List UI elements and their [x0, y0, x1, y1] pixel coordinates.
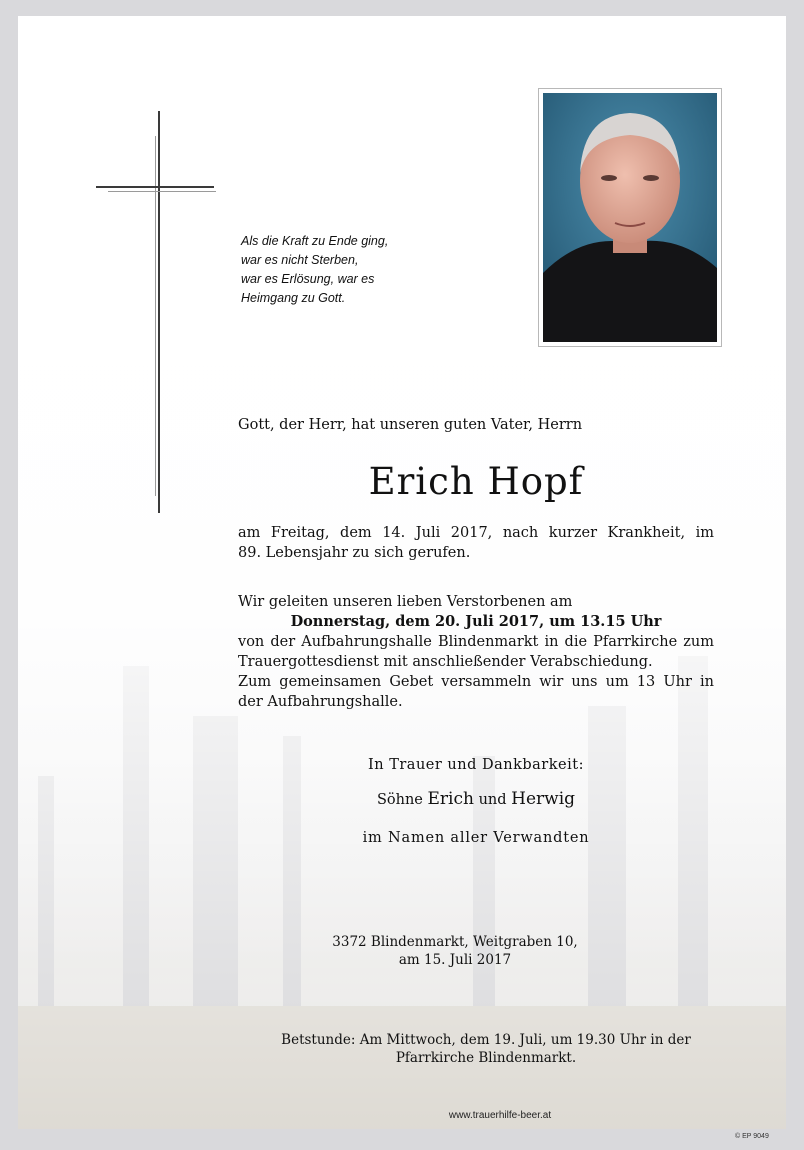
address-line: 3372 Blindenmarkt, Weitgraben 10,	[332, 934, 578, 950]
sons-line	[238, 789, 714, 810]
poem-line: war es nicht Sterben,	[241, 253, 359, 267]
funeral-line: Trauergottesdienst mit anschließender Verabschiedung.	[238, 654, 653, 670]
mourning-text: In Trauer und Dankbarkeit:	[368, 757, 584, 773]
intro-text: Gott, der Herr, hat unseren guten Vater, Herrn	[238, 417, 583, 433]
address-block	[300, 933, 610, 969]
funeral-date: Donnerstag, dem 20. Juli 2017, um 13.15 Uhr	[290, 613, 662, 630]
death-paragraph	[238, 523, 714, 563]
funeral-paragraph	[238, 592, 714, 712]
cross-horizontal	[96, 186, 214, 188]
poem-line: Heimgang zu Gott.	[241, 291, 346, 305]
prayer-block	[240, 1031, 732, 1067]
funeral-line: Wir geleiten unseren lieben Verstorbenen am	[238, 594, 573, 610]
death-line: am Freitag, dem 14. Juli 2017, nach kurzer Krankheit, im	[238, 525, 714, 541]
poem	[241, 232, 441, 308]
poem-line: Als die Kraft zu Ende ging,	[241, 234, 389, 248]
funeral-line: von der Aufbahrungshalle Blindenmarkt in die Pfarrkirche zum	[238, 634, 714, 650]
cross-vertical-shadow	[155, 136, 156, 496]
funeral-line: Zum gemeinsamen Gebet versammeln wir uns um 13 Uhr in	[238, 674, 714, 690]
son-name: Herwig	[511, 789, 576, 809]
portrait-frame	[538, 88, 722, 347]
address-date: am 15. Juli 2017	[398, 952, 512, 968]
cross-horizontal-shadow	[108, 191, 216, 192]
portrait-photo	[543, 93, 717, 342]
prayer-line: Pfarrkirche Blindenmarkt.	[395, 1050, 577, 1066]
poem-line: war es Erlösung, war es	[241, 272, 375, 286]
sons-and: und	[478, 792, 507, 808]
print-code: © EP 9049	[735, 1133, 769, 1140]
death-line: 89. Lebensjahr zu sich gerufen.	[238, 545, 471, 561]
deceased-name: Erich Hopf	[368, 460, 584, 503]
funeral-line: der Aufbahrungshalle.	[238, 694, 403, 710]
relatives-text: im Namen aller Verwandten	[362, 830, 590, 846]
cross-vertical	[158, 111, 160, 513]
sons-prefix: Söhne	[376, 792, 423, 808]
son-name: Erich	[427, 789, 474, 809]
website-link[interactable]: www.trauerhilfe-beer.at	[448, 1110, 552, 1121]
prayer-line: Betstunde: Am Mittwoch, dem 19. Juli, um 19.30 Uhr in der	[281, 1032, 691, 1048]
